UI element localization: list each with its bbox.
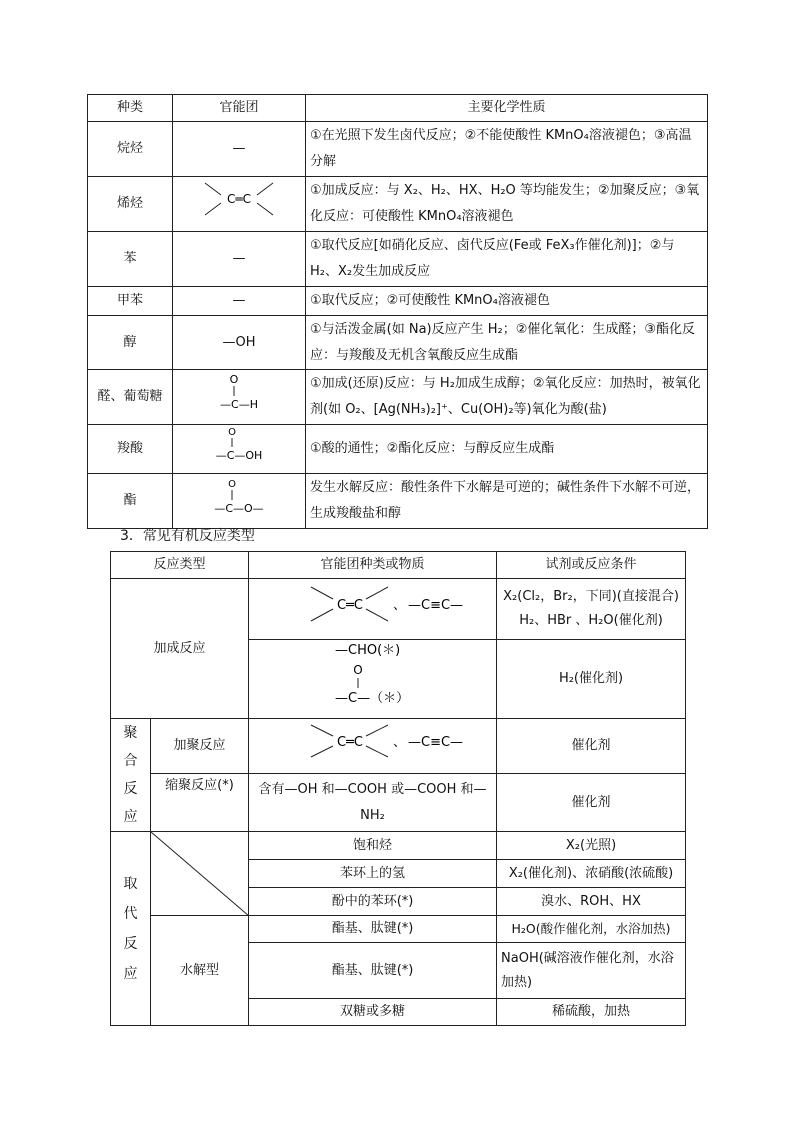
ester-structure-icon bbox=[199, 474, 279, 518]
acid-o: O bbox=[228, 427, 236, 438]
table-row bbox=[88, 177, 708, 232]
diagonal-empty-cell bbox=[151, 832, 249, 916]
table-row bbox=[111, 832, 686, 860]
diagonal-line bbox=[151, 832, 249, 916]
row-props: ①酸的通性；②酯化反应：与醇反应生成酯 bbox=[306, 425, 708, 474]
sub-group: 酯基、肽键(*) bbox=[249, 943, 497, 999]
row-type: 醛、葡萄糖 bbox=[88, 370, 173, 425]
ester-o: O bbox=[228, 479, 236, 490]
header-reaction-type: 反应类型 bbox=[111, 552, 249, 579]
acid-label: —C—OH bbox=[215, 449, 263, 462]
ester-label: —C—O— bbox=[214, 502, 264, 515]
cc-double-label: C═C bbox=[336, 598, 363, 613]
row-group-aldehyde bbox=[173, 370, 306, 425]
header-group-type: 官能团种类或物质 bbox=[249, 552, 497, 579]
carboxylic-acid-structure-icon bbox=[199, 425, 279, 463]
addition-structures bbox=[249, 579, 497, 640]
sub-group: 苯环上的氢 bbox=[249, 860, 497, 888]
sub-cond: NaOH(碱溶液作催化剂，水浴加热) bbox=[497, 943, 686, 999]
hydrolysis-label: 水解型 bbox=[151, 916, 249, 1026]
addition-carbonyl bbox=[249, 640, 497, 719]
row-type: 烯烃 bbox=[88, 177, 173, 232]
addition-cond1 bbox=[497, 579, 686, 640]
polymer-label bbox=[111, 719, 151, 832]
addpoly-structures bbox=[249, 719, 497, 774]
ketone-o: O bbox=[352, 663, 363, 677]
addition-cond2: H₂(催化剂) bbox=[497, 640, 686, 719]
carbonyl-structure-icon bbox=[273, 640, 473, 708]
table-row bbox=[111, 916, 686, 943]
header-group: 官能团 bbox=[173, 95, 306, 122]
table-row bbox=[88, 122, 708, 177]
header-type: 种类 bbox=[88, 95, 173, 122]
row-type: 羧酸 bbox=[88, 425, 173, 474]
addpoly-label: 加聚反应 bbox=[151, 719, 249, 774]
aldehyde-label: —C—H bbox=[220, 398, 258, 411]
header-props: 主要化学性质 bbox=[306, 95, 708, 122]
sub-group: 酚中的苯环(*) bbox=[249, 888, 497, 916]
sub-group: 酯基、肽键(*) bbox=[249, 916, 497, 943]
substitution-label-text: 取代反应 bbox=[123, 875, 138, 982]
row-props: ①在光照下发生卤代反应；②不能使酸性 KMnO₄溶液褪色；③高温分解 bbox=[306, 122, 708, 177]
condpoly-label: 缩聚反应(*) bbox=[151, 774, 249, 832]
addition-label: 加成反应 bbox=[111, 579, 249, 719]
row-type: 醇 bbox=[88, 316, 173, 370]
row-props: 发生水解反应：酸性条件下水解是可逆的；碱性条件下水解不可逆，生成羧酸盐和醇 bbox=[306, 474, 708, 529]
table-header-row bbox=[111, 552, 686, 579]
alkene-label: C═C bbox=[227, 192, 251, 206]
sep-label: 、 bbox=[392, 735, 406, 750]
addition-cond1b: H₂、HBr 、H₂O(催化剂) bbox=[519, 613, 663, 628]
sub-cond: X₂(催化剂)、浓硝酸(浓硫酸) bbox=[497, 860, 686, 888]
addpoly-cond: 催化剂 bbox=[497, 719, 686, 774]
row-group: — bbox=[173, 232, 306, 287]
alkene-alkyne-structure-icon bbox=[273, 719, 473, 763]
row-group-alkene bbox=[173, 177, 306, 232]
sub-group: 双糖或多糖 bbox=[249, 999, 497, 1026]
section-heading: 3．常见有机反应类型 bbox=[120, 528, 255, 544]
table-row bbox=[111, 774, 686, 832]
sub-cond: H₂O(酸作催化剂，水浴加热) bbox=[497, 916, 686, 943]
sub-cond: X₂(光照) bbox=[497, 832, 686, 860]
condpoly-cond: 催化剂 bbox=[497, 774, 686, 832]
reaction-type-table bbox=[110, 551, 686, 1026]
row-props: ①取代反应[如硝化反应、卤代反应(Fe或 FeX₃作催化剂)]；②与 H₂、X₂发生加成反应 bbox=[306, 232, 708, 287]
table-row bbox=[111, 719, 686, 774]
aldehyde-structure-icon bbox=[199, 370, 279, 414]
row-props: ①加成反应：与 X₂、H₂、HX、H₂O 等均能发生；②加聚反应；③氧化反应：可使酸性 KMnO₄溶液褪色 bbox=[306, 177, 708, 232]
cc-double-label: C═C bbox=[336, 735, 363, 750]
aldehyde-o: O bbox=[229, 373, 239, 386]
table-header-row bbox=[88, 95, 708, 122]
table-row bbox=[111, 579, 686, 640]
table-row bbox=[88, 287, 708, 316]
row-group: —OH bbox=[173, 316, 306, 370]
alkene-alkyne-structure-icon bbox=[273, 579, 473, 629]
row-props: ①加成(还原)反应：与 H₂加成生成醇；②氧化反应：加热时，被氧化剂(如 O₂、[Ag(NH₃)₂]⁺、Cu(OH)₂等)氧化为酸(盐) bbox=[306, 370, 708, 425]
header-conditions: 试剂或反应条件 bbox=[497, 552, 686, 579]
row-group: — bbox=[173, 287, 306, 316]
row-group: — bbox=[173, 122, 306, 177]
polymer-label-text: 聚合反应 bbox=[123, 725, 138, 825]
ketone-label: —C—（＊） bbox=[334, 691, 409, 706]
row-props: ①取代反应；②可使酸性 KMnO₄溶液褪色 bbox=[306, 287, 708, 316]
row-props: ①与活泼金属(如 Na)反应产生 H₂；②催化氧化：生成醛；③酯化反应：与羧酸及无机含氧酸反应生成酯 bbox=[306, 316, 708, 370]
condpoly-group: 含有—OH 和—COOH 或—COOH 和—NH₂ bbox=[249, 774, 497, 832]
table-row bbox=[88, 370, 708, 425]
functional-group-table bbox=[87, 94, 708, 529]
row-type: 烷烃 bbox=[88, 122, 173, 177]
substitution-label bbox=[111, 832, 151, 1026]
row-type: 甲苯 bbox=[88, 287, 173, 316]
cho-label: —CHO(＊) bbox=[334, 643, 400, 658]
sub-group: 饱和烃 bbox=[249, 832, 497, 860]
sep-label: 、 bbox=[392, 598, 406, 613]
table-row bbox=[88, 474, 708, 529]
row-group-acid bbox=[173, 425, 306, 474]
addition-cond1a: X₂(Cl₂，Br₂，下同)(直接混合) bbox=[503, 589, 679, 604]
row-type: 苯 bbox=[88, 232, 173, 287]
table-row bbox=[88, 232, 708, 287]
triple-label: —C≡C— bbox=[407, 735, 463, 750]
row-group-ester bbox=[173, 474, 306, 529]
table-row bbox=[88, 425, 708, 474]
alkene-structure-icon bbox=[199, 177, 279, 221]
table-row bbox=[88, 316, 708, 370]
sub-cond: 稀硫酸，加热 bbox=[497, 999, 686, 1026]
sub-cond: 溴水、ROH、HX bbox=[497, 888, 686, 916]
row-type: 酯 bbox=[88, 474, 173, 529]
triple-label: —C≡C— bbox=[407, 598, 463, 613]
